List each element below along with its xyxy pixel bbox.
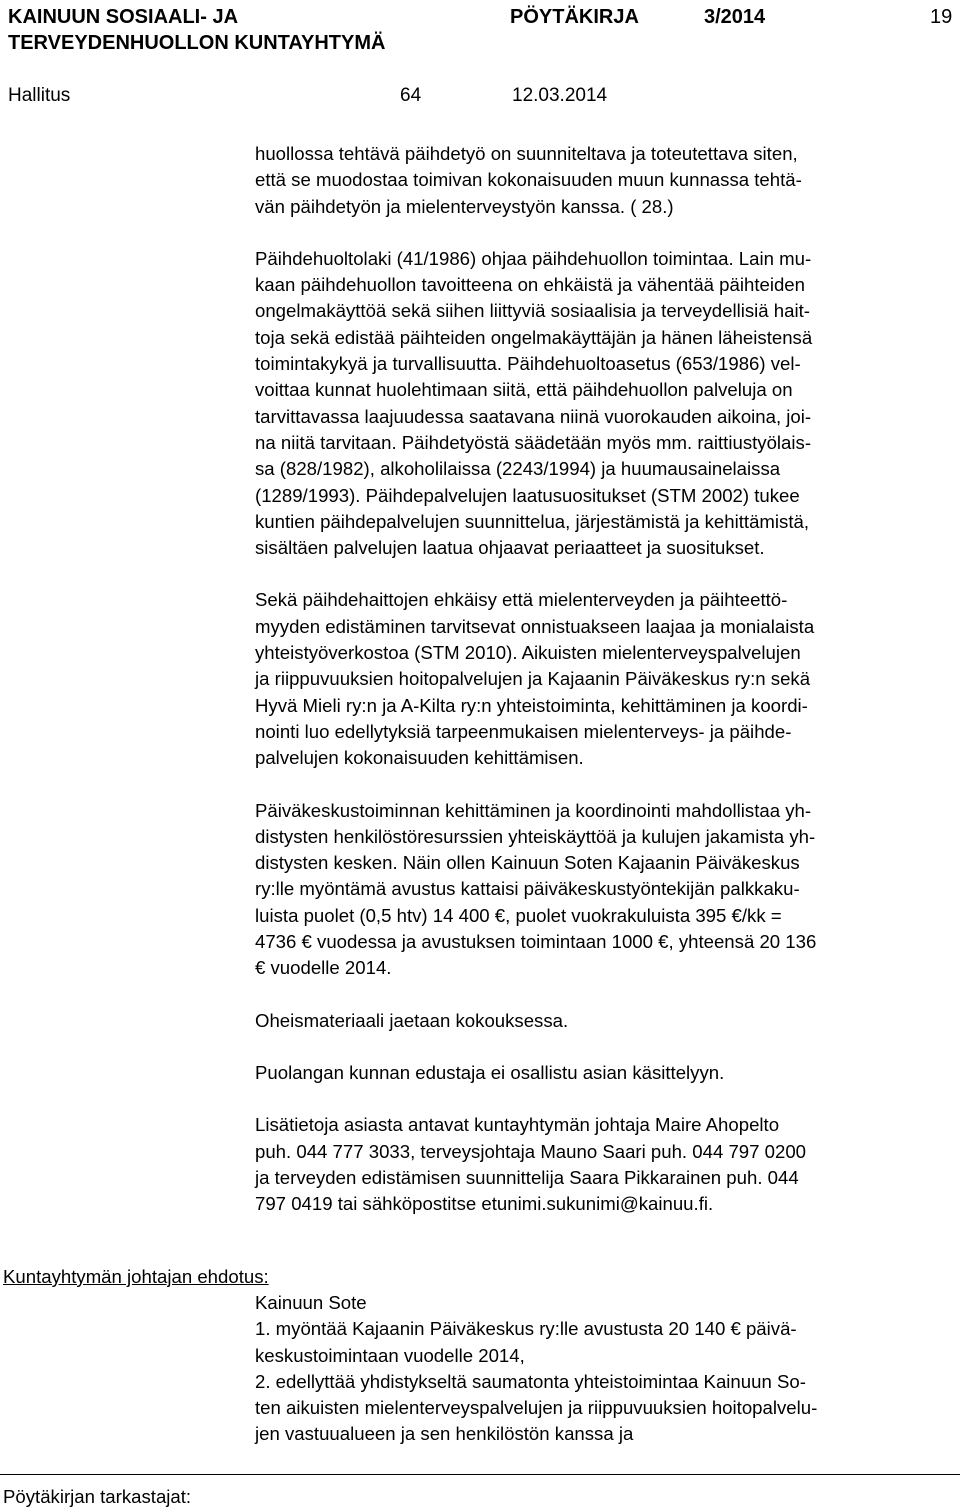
paragraph-cooperation: Sekä päihdehaittojen ehkäisy että mielenterveyden ja päihteettö- myyden edistäminen tarvitsevat onnistuakseen laajaa ja monialaista yhteistyöverkostoa (STM 2010). Aikuisten mielenterveyspalvelujen ja riippuvuuksien hoitopalvelujen ja Kajaanin Päiväkeskus ry:n sekä Hyvä Mieli ry:n ja A-Kilta ry:n yhteistoiminta, kehittäminen ja koordi- nointi luo edellytyksiä tarpeenmukaisen mielenterveys- ja päihde- palvelujen kokonaisuuden kehittämisen. [255, 589, 815, 769]
organization-name [8, 4, 488, 56]
paragraph-day-center: Päiväkeskustoiminnan kehittäminen ja koordinointi mahdollistaa yh- distysten henkilöstöresurssien yhteiskäyttöä ja kulujen jakamista yh- distysten kesken. Näin ollen Kainuun Soten Kajaanin Päiväkeskus ry:lle myöntämä avustus kattaisi päiväkeskustyöntekijän palkkaku- luista puolet (0,5 htv) 14 400 €, puolet vuokrakuluista 395 €/kk = 4736 € vuodessa ja avustuksen toimintaan 1000 €, yhteensä 20 136 € vuodelle 2014. [255, 799, 817, 979]
paragraph-recusal: Puolangan kunnan edustaja ei osallistu asian käsittelyyn. [255, 1061, 725, 1083]
proposal-item-2: 2. edellyttää yhdistykseltä saumatonta yhteistoimintaa Kainuun So- ten aikuisten mielenterveyspalvelujen ja riippuvuuksien hoitopalvelu- jen vastuualueen ja sen henkilöstön kanssa ja [255, 1370, 818, 1445]
proposal-heading: Kuntayhtymän johtajan ehdotus: [3, 1266, 269, 1287]
document-body [255, 141, 955, 1217]
organization-name-line1: KAINUUN SOSIAALI- JA [8, 6, 239, 28]
section-number: 64 [400, 85, 422, 106]
paragraph-contact-info: Lisätietoja asiasta antavat kuntayhtymän johtaja Maire Ahopelto puh. 044 777 3033, terveysjohtaja Mauno Saari puh. 044 797 0200 ja terveyden edistämisen suunnittelija Saara Pikkarainen puh. 044 797 0419 tai sähköpostitse etunimi.sukunimi@kainuu.fi. [255, 1114, 807, 1215]
meeting-body: Hallitus [8, 85, 71, 106]
footer-divider [0, 1474, 960, 1475]
document-number: 3/2014 [704, 6, 766, 28]
organization-name-line2: TERVEYDENHUOLLON KUNTAYHTYMÄ [8, 32, 386, 54]
minutes-checkers-label: Pöytäkirjan tarkastajat: [3, 1486, 192, 1507]
paragraph-legislation: Päihdehuoltolaki (41/1986) ohjaa päihdehuollon toimintaa. Lain mu- kaan päihdehuollon tavoitteena on ehkäistä ja vähentää päihteiden ongelmakäyttöä sekä siihen liittyviä sosiaalisia ja terveydellisiä hait- toja sekä edistää päihteiden ongelmakäyttäjän ja hänen läheistensä toimintakykyä ja turvallisuutta. Päihdehuoltoasetus (653/1986) vel- voittaa kunnat huolehtimaan siitä, että päihdehuollon palveluja on tarvittavassa laajuudessa saatavana niinä vuorokauden aikoina, joi- na niitä tarvitaan. Päihdetyöstä säädetään myös mm. raittiustyölais- sa (828/1982), alkoholilaissa (2243/1994) ja huumausainelaissa (1289/1993). Päihdepalvelujen laatusuositukset (STM 2002) tukee kuntien päihdepalvelujen suunnittelua, järjestämistä ja kehittämistä, sisältäen palvelujen laatua ohjaavat periaatteet ja suositukset. [255, 247, 813, 559]
meeting-date: 12.03.2014 [512, 85, 608, 106]
page-number: 19 [930, 6, 953, 28]
proposal-item-1: 1. myöntää Kajaanin Päiväkeskus ry:lle avustusta 20 140 € päivä- keskustoimintaan vuodelle 2014, [255, 1318, 797, 1366]
paragraph-attachments: Oheismateriaali jaetaan kokouksessa. [255, 1009, 569, 1031]
proposal-line-org: Kainuun Sote [255, 1292, 367, 1313]
paragraph-intro: huollossa tehtävä päihdetyö on suunniteltava ja toteutettava siten, että se muodostaa toimivan kokonaisuuden muun kunnassa tehtä- vän päihdetyön ja mielenterveystyön kanssa. ( 28.) [255, 143, 802, 217]
proposal-body [255, 1290, 955, 1448]
document-type: PÖYTÄKIRJA [510, 6, 639, 28]
